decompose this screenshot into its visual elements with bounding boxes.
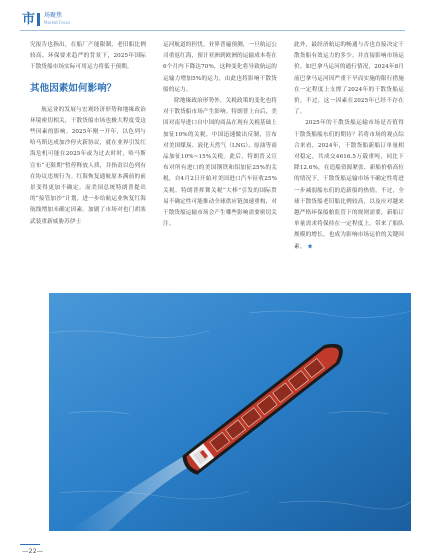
sea <box>49 293 411 531</box>
paragraph: 运河航道的担忧。业界普遍预测，一旦航运公司重返红海，预计亚洲到欧洲的运输成本将在6个月内下降达70%，这种变化将导致航运的运输力增加5%的运力，由此也将影响干散货船的运力。 <box>163 42 277 93</box>
section-bar <box>37 13 40 26</box>
section-label-en: Market Focus <box>44 20 71 25</box>
section-mark: 市 <box>22 12 36 27</box>
bulk-carrier-illustration <box>49 293 411 531</box>
ship-photo <box>49 293 411 531</box>
end-mark-icon: ★ <box>307 243 313 250</box>
paragraph: 此外，最经济航运的畅通与否也直接决定干散货船有效运力的多少。并直接影响市场运价。如巴拿马运河的通行情况，2024年8月前巴拿马运河因严重干旱而实施的限行措施在一定程度上支撑了2024年的干散货船运价，不过，这一因素在2025年已经不存在了。 <box>294 42 404 116</box>
footer-rule <box>20 544 40 545</box>
paragraph: 除地缘政治形势外，关税政策的变化也将对干散货船市场产生影响。特朗普上台后，美国对南导进口自中国的商品在现有关税基础上加征10%的关税。中国迅速做出反制，宣布对美国煤炭、液化天然气（LNG）、原油等商品加征10%~15%关税。此后，特朗普又宣布对所有进口的美国钢铁和铝加征25%的关税，自4月2日开始对美国进口汽车征收25%关税。特朗普挥舞关税“大棒”引发的国际贸易不确定性可能推动全球供应链加速重构，对干散货船运输市场会产生哪些影响需要密切关注。 <box>163 98 277 228</box>
header-rule <box>20 30 405 31</box>
paragraph: 航运业的发展与宏观经济形势和地缘政治环境密切相关，干散货船市场也极大程度受这些因素的影响。2025年刚一开年，以色列与哈马斯达成加沙停火新协议，就在业界引发红海危机可能在2025年或为过去时时，哈马斯宣布“无限期”暂停释放人质，并指责以色列有在协议违规行为。红海恢复通航原本满前的前景变得更加不确定。而美国总统特朗普提出的“接管加沙”计划，进一步给航运业恢复红海航线增加未确定因素。加剧了市场对也门胡塞武装重新威胁苏伊士 <box>30 106 146 225</box>
paragraph <box>294 118 404 252</box>
article-column-1 <box>30 40 146 228</box>
section-heading: 其他因素如何影响？ <box>30 82 117 94</box>
article-column-3 <box>294 40 404 253</box>
article-column-2 <box>163 40 277 230</box>
section-header <box>22 12 70 26</box>
paragraph: 究报告也指出，在船厂产能限制、老旧船比例较高、环保要求趋严的背景下，2025年国际干散货船市场实际可用运力将低于预期。 <box>30 42 146 71</box>
section-label-cn: 场聚焦 <box>44 12 63 19</box>
page-number: —22— <box>22 547 44 555</box>
paragraph-text: 2025年的干散货船运输市场是否值得干散货船船东们的期待？若将市场的观点综合来看，2024年，干散货船新船订单量相对稳定，共成交4616.5万载重吨，同比下降12.6%。在造船资源紧张、新船价格高位的情况下，干散货船运输市场不确定性将进一步减弱船东们的造新船的热情。不过，全球干散货船老旧船比例较高，以及应对越来越严格环保船舶监管下的规则需要，新船订单量需求将保持在一定程度上。带来了船队规模的增长，也成为影响市场运价的关键因素。 <box>294 120 404 250</box>
section-label <box>44 12 70 26</box>
